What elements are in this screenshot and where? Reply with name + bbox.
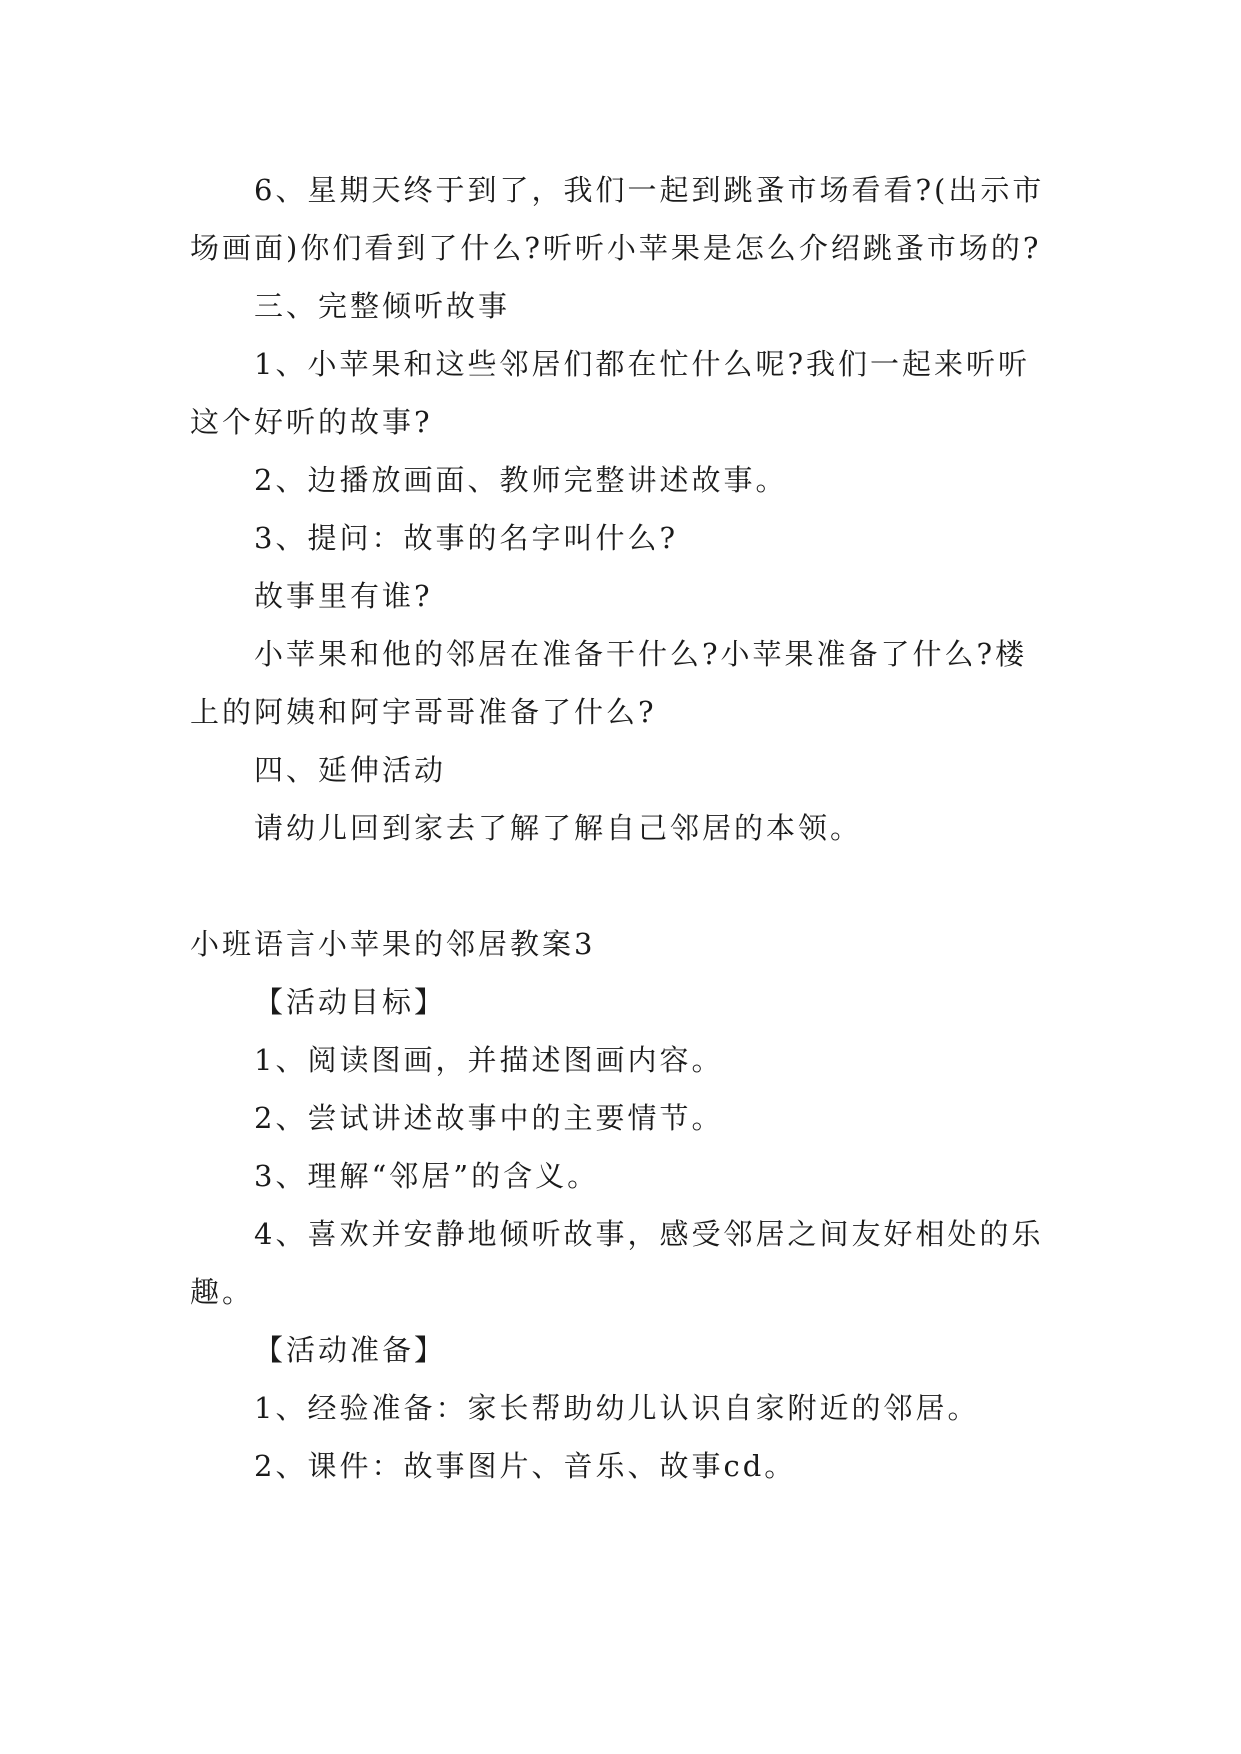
goal-item-1: 1、阅读图画，并描述图画内容。	[254, 1043, 724, 1077]
section-heading-listen: 三、完整倾听故事	[254, 289, 511, 323]
paragraph-listen-2: 2、边播放画面、教师完整讲述故事。	[254, 463, 788, 497]
paragraph-step-6: 6、星期天终于到了，我们一起到跳蚤市场看看?(出示市场画面)你们看到了什么?听听小苹果是怎么介绍跳蚤市场的?	[190, 173, 1045, 265]
goal-item-3: 3、理解“邻居”的含义。	[254, 1159, 600, 1193]
section-heading-extension: 四、延伸活动	[254, 753, 447, 787]
lesson-plan-title: 小班语言小苹果的邻居教案3	[190, 927, 596, 961]
preparation-item-2: 2、课件：故事图片、音乐、故事cd。	[254, 1449, 797, 1483]
paragraph-listen-3: 3、提问：故事的名字叫什么?	[254, 521, 678, 555]
heading-activity-preparation: 【活动准备】	[254, 1333, 447, 1367]
heading-activity-goals: 【活动目标】	[254, 985, 447, 1019]
preparation-item-1: 1、经验准备：家长帮助幼儿认识自家附近的邻居。	[254, 1391, 980, 1425]
paragraph-question-who: 故事里有谁?	[254, 579, 433, 613]
paragraph-listen-1: 1、小苹果和这些邻居们都在忙什么呢?我们一起来听听这个好听的故事?	[190, 347, 1030, 439]
paragraph-extension: 请幼儿回到家去了解了解自己邻居的本领。	[254, 811, 863, 845]
goal-item-2: 2、尝试讲述故事中的主要情节。	[254, 1101, 724, 1135]
document-body	[190, 161, 1050, 1495]
goal-item-4: 4、喜欢并安静地倾听故事，感受邻居之间友好相处的乐趣。	[190, 1217, 1044, 1309]
paragraph-question-prepare: 小苹果和他的邻居在准备干什么?小苹果准备了什么?楼上的阿姨和阿宇哥哥准备了什么?	[190, 637, 1028, 729]
